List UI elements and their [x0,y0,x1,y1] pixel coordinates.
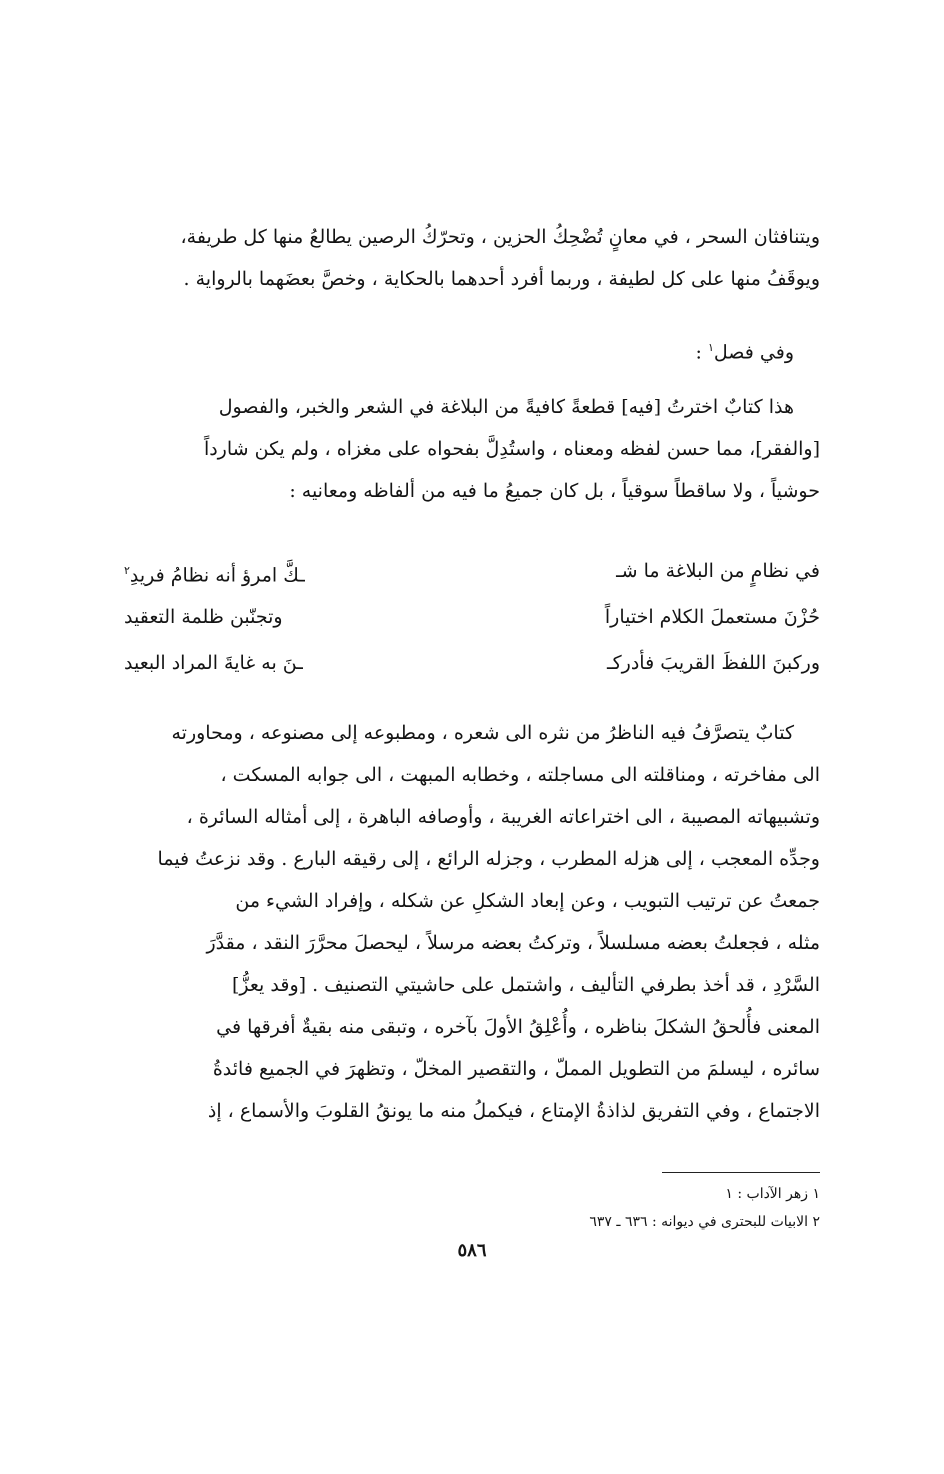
paragraph-1 [124,216,820,300]
text-line: جمعتُ عن ترتيب التبويب ، وعن إبعاد الشكلِ عن شكله ، وإفراد الشيء من [235,890,820,912]
text-line: الاجتماع ، وفي التفريق لذاذةُ الإمتاع ، فيكملُ منه ما يونقُ القلوبَ والأسماع ، إذ [207,1100,820,1122]
verse-line [124,548,820,594]
text-line: مثله ، فجعلتُ بعضه مسلسلاً ، وتركتُ بعضه مرسلاً ، ليحصلَ محرَّرَ النقد ، مقدَّرَ [206,932,820,954]
text-line: ويتنافثان السحر ، في معانٍ تُضْحِكُ الحزين ، وتحرّكُ الرصين يطالعُ منها كل طريفة، [180,226,820,248]
text-line: [والفقر]، مما حسن لفظه ومعناه ، واستُدِلَّ بفحواه على مغزاه ، ولم يكن شارداً [203,438,820,460]
text-line: كتابٌ يتصرَّفُ فيه الناظرُ من نثره الى شعره ، ومطبوعه إلى مصنوعه ، ومحاورته [171,722,794,744]
verse-first-hemistich: في نظامٍ من البلاغة ما شـ [616,560,820,582]
text-line: حوشياً ، ولا ساقطاً سوقياً ، بل كان جميعُ ما فيه من ألفاظه ومعانيه : [289,480,820,502]
text-line: سائره ، ليسلمَ من التطويل المملّ ، والتقصير المخلّ ، وتظهرَ في الجميع فائدةُ [212,1058,820,1080]
paragraph-2 [124,386,820,512]
footnote-separator [662,1172,820,1173]
verse-second-hemistich: وتجنّبن ظلمة التعقيد [124,606,283,628]
page-number: ٥٨٦ [457,1240,487,1261]
main-text [124,0,820,1474]
verse-line [124,640,820,686]
poem-verses [124,548,820,686]
section-heading [124,327,820,369]
section-heading-colon: : [695,341,708,364]
footnote-marker: ٢ [124,564,130,577]
verse-line [124,594,820,640]
text-line: هذا كتابٌ اخترتُ [فيه] قطعةً كافيةً من البلاغة في الشعر والخبر، والفصول [218,396,794,418]
text-line: وجدِّه المعجب ، إلى هزله المطرب ، وجزله الرائع ، إلى رقيقه البارع . وقد نزعتُ فيما [157,848,820,870]
footnotes [124,1180,820,1236]
paragraph-3 [124,712,820,1132]
verse-first-hemistich: حُزْنَ مستعملَ الكلام اختياراً [604,606,820,628]
verse-second-hemistich: ـنَ به غايةَ المراد البعيد [124,652,303,674]
text-line: السَّرْدِ ، قد أخذ بطرفي التأليف ، واشتمل على حاشيتي التصنيف . [وقد يعزُّ] [232,974,820,996]
footnote: ١ زهر الآداب : ١ [725,1186,820,1202]
text-line: المعنى فأُلحقُ الشكلَ بناظره ، وأُعْلِقُ الأولَ بآخره ، وتبقى منه بقيةٌ أفرقها في [216,1016,820,1038]
section-heading-text: وفي فصل [713,341,794,364]
footnote-marker: ١ [707,341,714,354]
verse-first-hemistich: وركبنَ اللفظَ القريبَ فأدركـ [607,652,820,674]
footnote: ٢ الابيات للبحترى في ديوانه : ٦٣٦ ـ ٦٣٧ [589,1214,820,1230]
verse-second-hemistich: ـكَّ امرؤ أنه نظامُ فريدِ [129,564,305,587]
text-line: الى مفاخرته ، ومناقلته الى مساجلته ، وخطابه المبهت ، الى جوابه المسكت ، [220,764,820,786]
text-line: ويوقَفُ منها على كل لطيفة ، وربما أفرد أحدهما بالحكاية ، وخصَّ بعضَهما بالرواية . [183,268,820,290]
text-line: وتشبيهاته المصيبة ، الى اختراعاته الغريبة ، وأوصافه الباهرة ، إلى أمثاله السائرة ، [186,806,820,828]
